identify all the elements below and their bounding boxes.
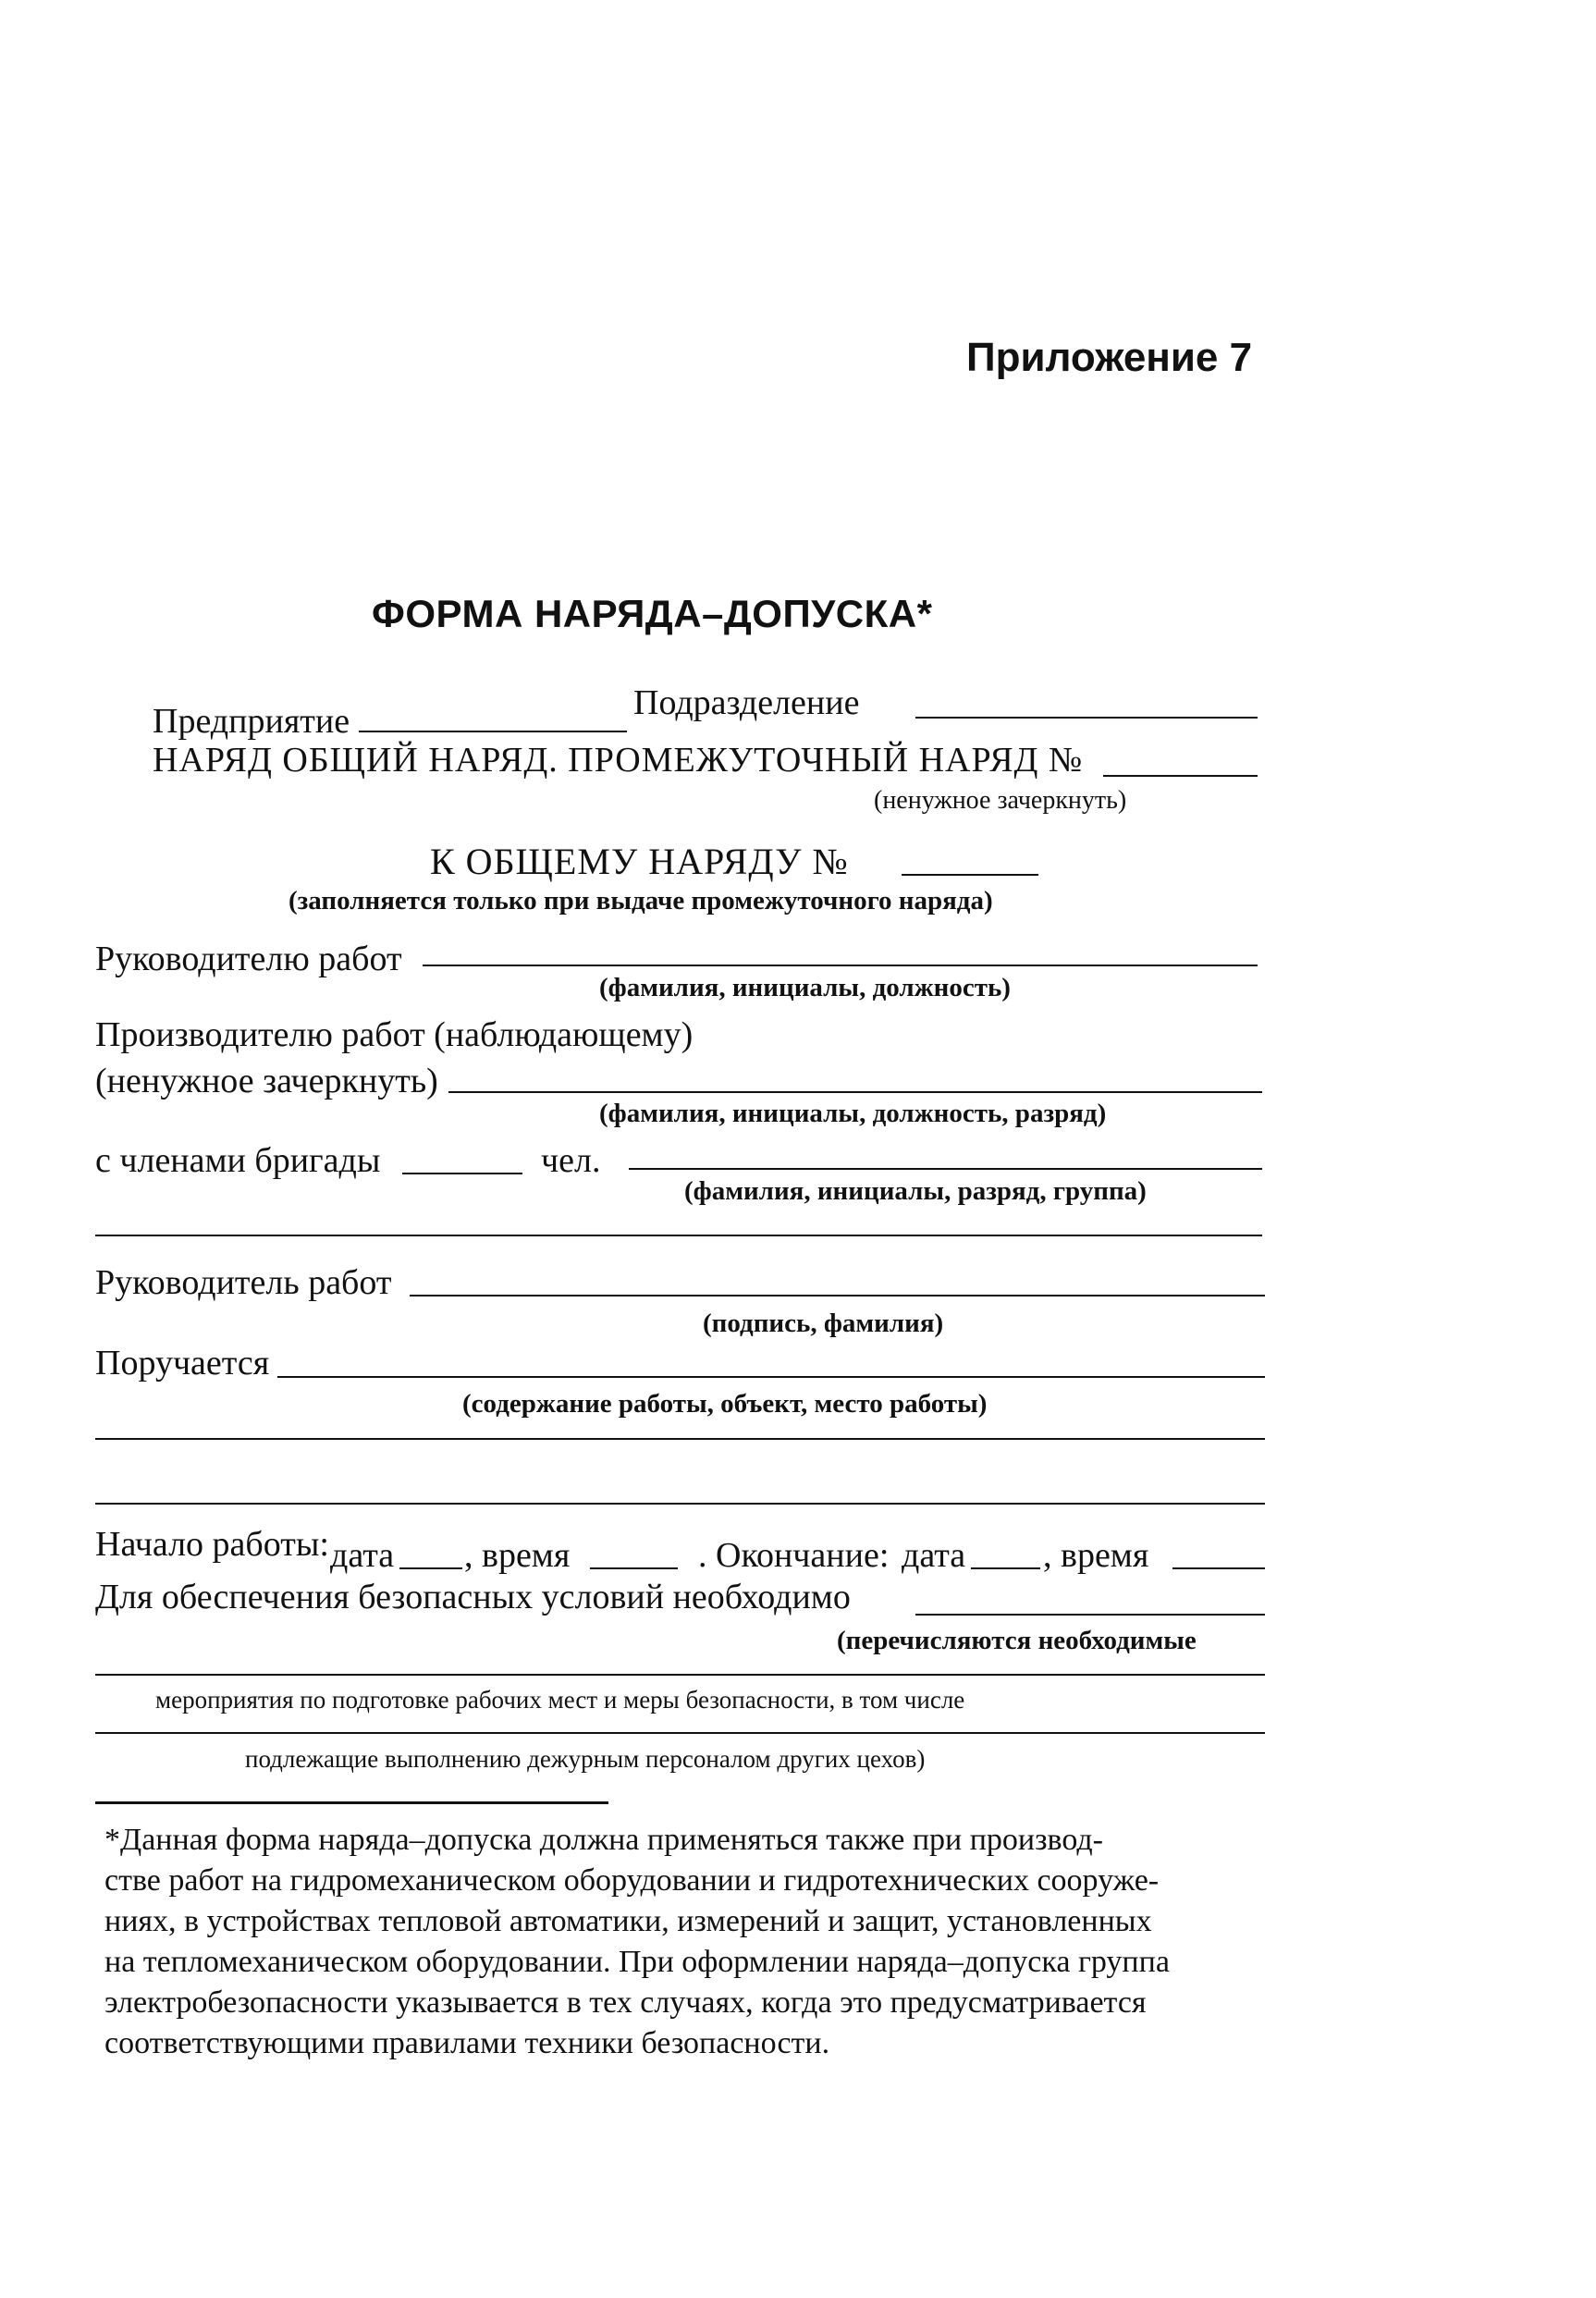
subdivision-field[interactable] [915,717,1258,719]
to-general-order-label: К ОБЩЕМУ НАРЯДУ № [430,841,849,882]
safety-extra-field-2[interactable] [95,1732,1265,1734]
work-manager-hint: (фамилия, инициалы, должность) [599,973,1011,1002]
footnote-line-6: соответствующими правилами техники безопасности. [104,2026,830,2060]
footnote-line-2: стве работ на гидромеханическом оборудовании и гидротехнических сооруже- [104,1863,1160,1898]
manager-sign-label: Руководитель работ [95,1263,392,1302]
enterprise-label: Предприятие [153,702,350,741]
intermediate-order-hint: (заполняется только при выдаче промежуточного наряда) [289,886,993,916]
start-time-field[interactable] [590,1567,678,1569]
work-manager-field[interactable] [423,965,1258,966]
end-label: . Окончание: [698,1536,890,1575]
work-producer-hint: (фамилия, инициалы, должность, разряд) [599,1099,1107,1128]
people-label: чел. [541,1141,601,1180]
brigade-members-field[interactable] [629,1168,1262,1170]
work-manager-label: Руководителю работ [95,940,402,978]
safety-hint-1: (перечисляются необходимые [837,1626,1197,1655]
footnote-separator [95,1801,608,1804]
safety-label: Для обеспечения безопасных условий необходимо [95,1578,851,1616]
work-producer-cross-hint: (ненужное зачеркнуть) [95,1062,438,1100]
subdivision-label: Подразделение [633,683,860,722]
annex-number: Приложение 7 [966,335,1253,380]
start-label: Начало работы: [95,1525,329,1564]
end-date-field[interactable] [971,1567,1040,1569]
general-order-number-field[interactable] [902,874,1038,876]
assigned-label: Поручается [95,1344,270,1382]
end-time-label: , время [1043,1536,1149,1575]
safety-extra-field-1[interactable] [95,1674,1265,1676]
end-time-field[interactable] [1172,1567,1265,1569]
safety-hint-2: мероприятия по подготовке рабочих мест и меры безопасности, в том числе [155,1686,965,1714]
form-title: ФОРМА НАРЯДА–ДОПУСКА* [372,592,933,635]
footnote-line-1: *Данная форма наряда–допуска должна применяться также при производ- [104,1823,1103,1857]
start-date-field[interactable] [399,1567,462,1569]
work-producer-field[interactable] [448,1091,1262,1093]
brigade-members-extra-field[interactable] [95,1235,1262,1236]
end-date-label: дата [902,1536,966,1575]
safety-hint-3: подлежащие выполнению дежурным персоналом других цехов) [245,1745,926,1773]
footnote-line-4: на тепломеханическом оборудовании. При оформлении наряда–допуска группа [104,1945,1170,1979]
assigned-hint: (содержание работы, объект, место работы) [462,1389,988,1419]
start-time-label: , время [464,1536,571,1575]
brigade-count-field[interactable] [402,1173,522,1174]
brigade-hint: (фамилия, инициалы, разряд, группа) [684,1176,1147,1206]
manager-sign-hint: (подпись, фамилия) [703,1309,944,1338]
order-number-field[interactable] [1103,775,1258,777]
work-producer-label: Производителю работ (наблюдающему) [95,1015,694,1054]
footnote-line-5: электробезопасности указывается в тех случаях, когда это предусматривается [104,1985,1147,2020]
enterprise-field[interactable] [359,731,627,732]
safety-field[interactable] [915,1614,1265,1616]
manager-sign-field[interactable] [410,1295,1265,1296]
footnote-line-3: ниях, в устройствах тепловой автоматики, измерений и защит, установленных [104,1904,1152,1938]
order-type-line: НАРЯД ОБЩИЙ НАРЯД. ПРОМЕЖУТОЧНЫЙ НАРЯД № [153,741,1084,780]
brigade-label: с членами бригады [95,1141,381,1180]
assigned-field[interactable] [277,1376,1265,1378]
assigned-extra-field-2[interactable] [95,1503,1265,1505]
cross-out-hint: (ненужное зачеркнуть) [874,786,1127,815]
assigned-extra-field-1[interactable] [95,1438,1265,1440]
start-date-label: дата [330,1536,395,1575]
